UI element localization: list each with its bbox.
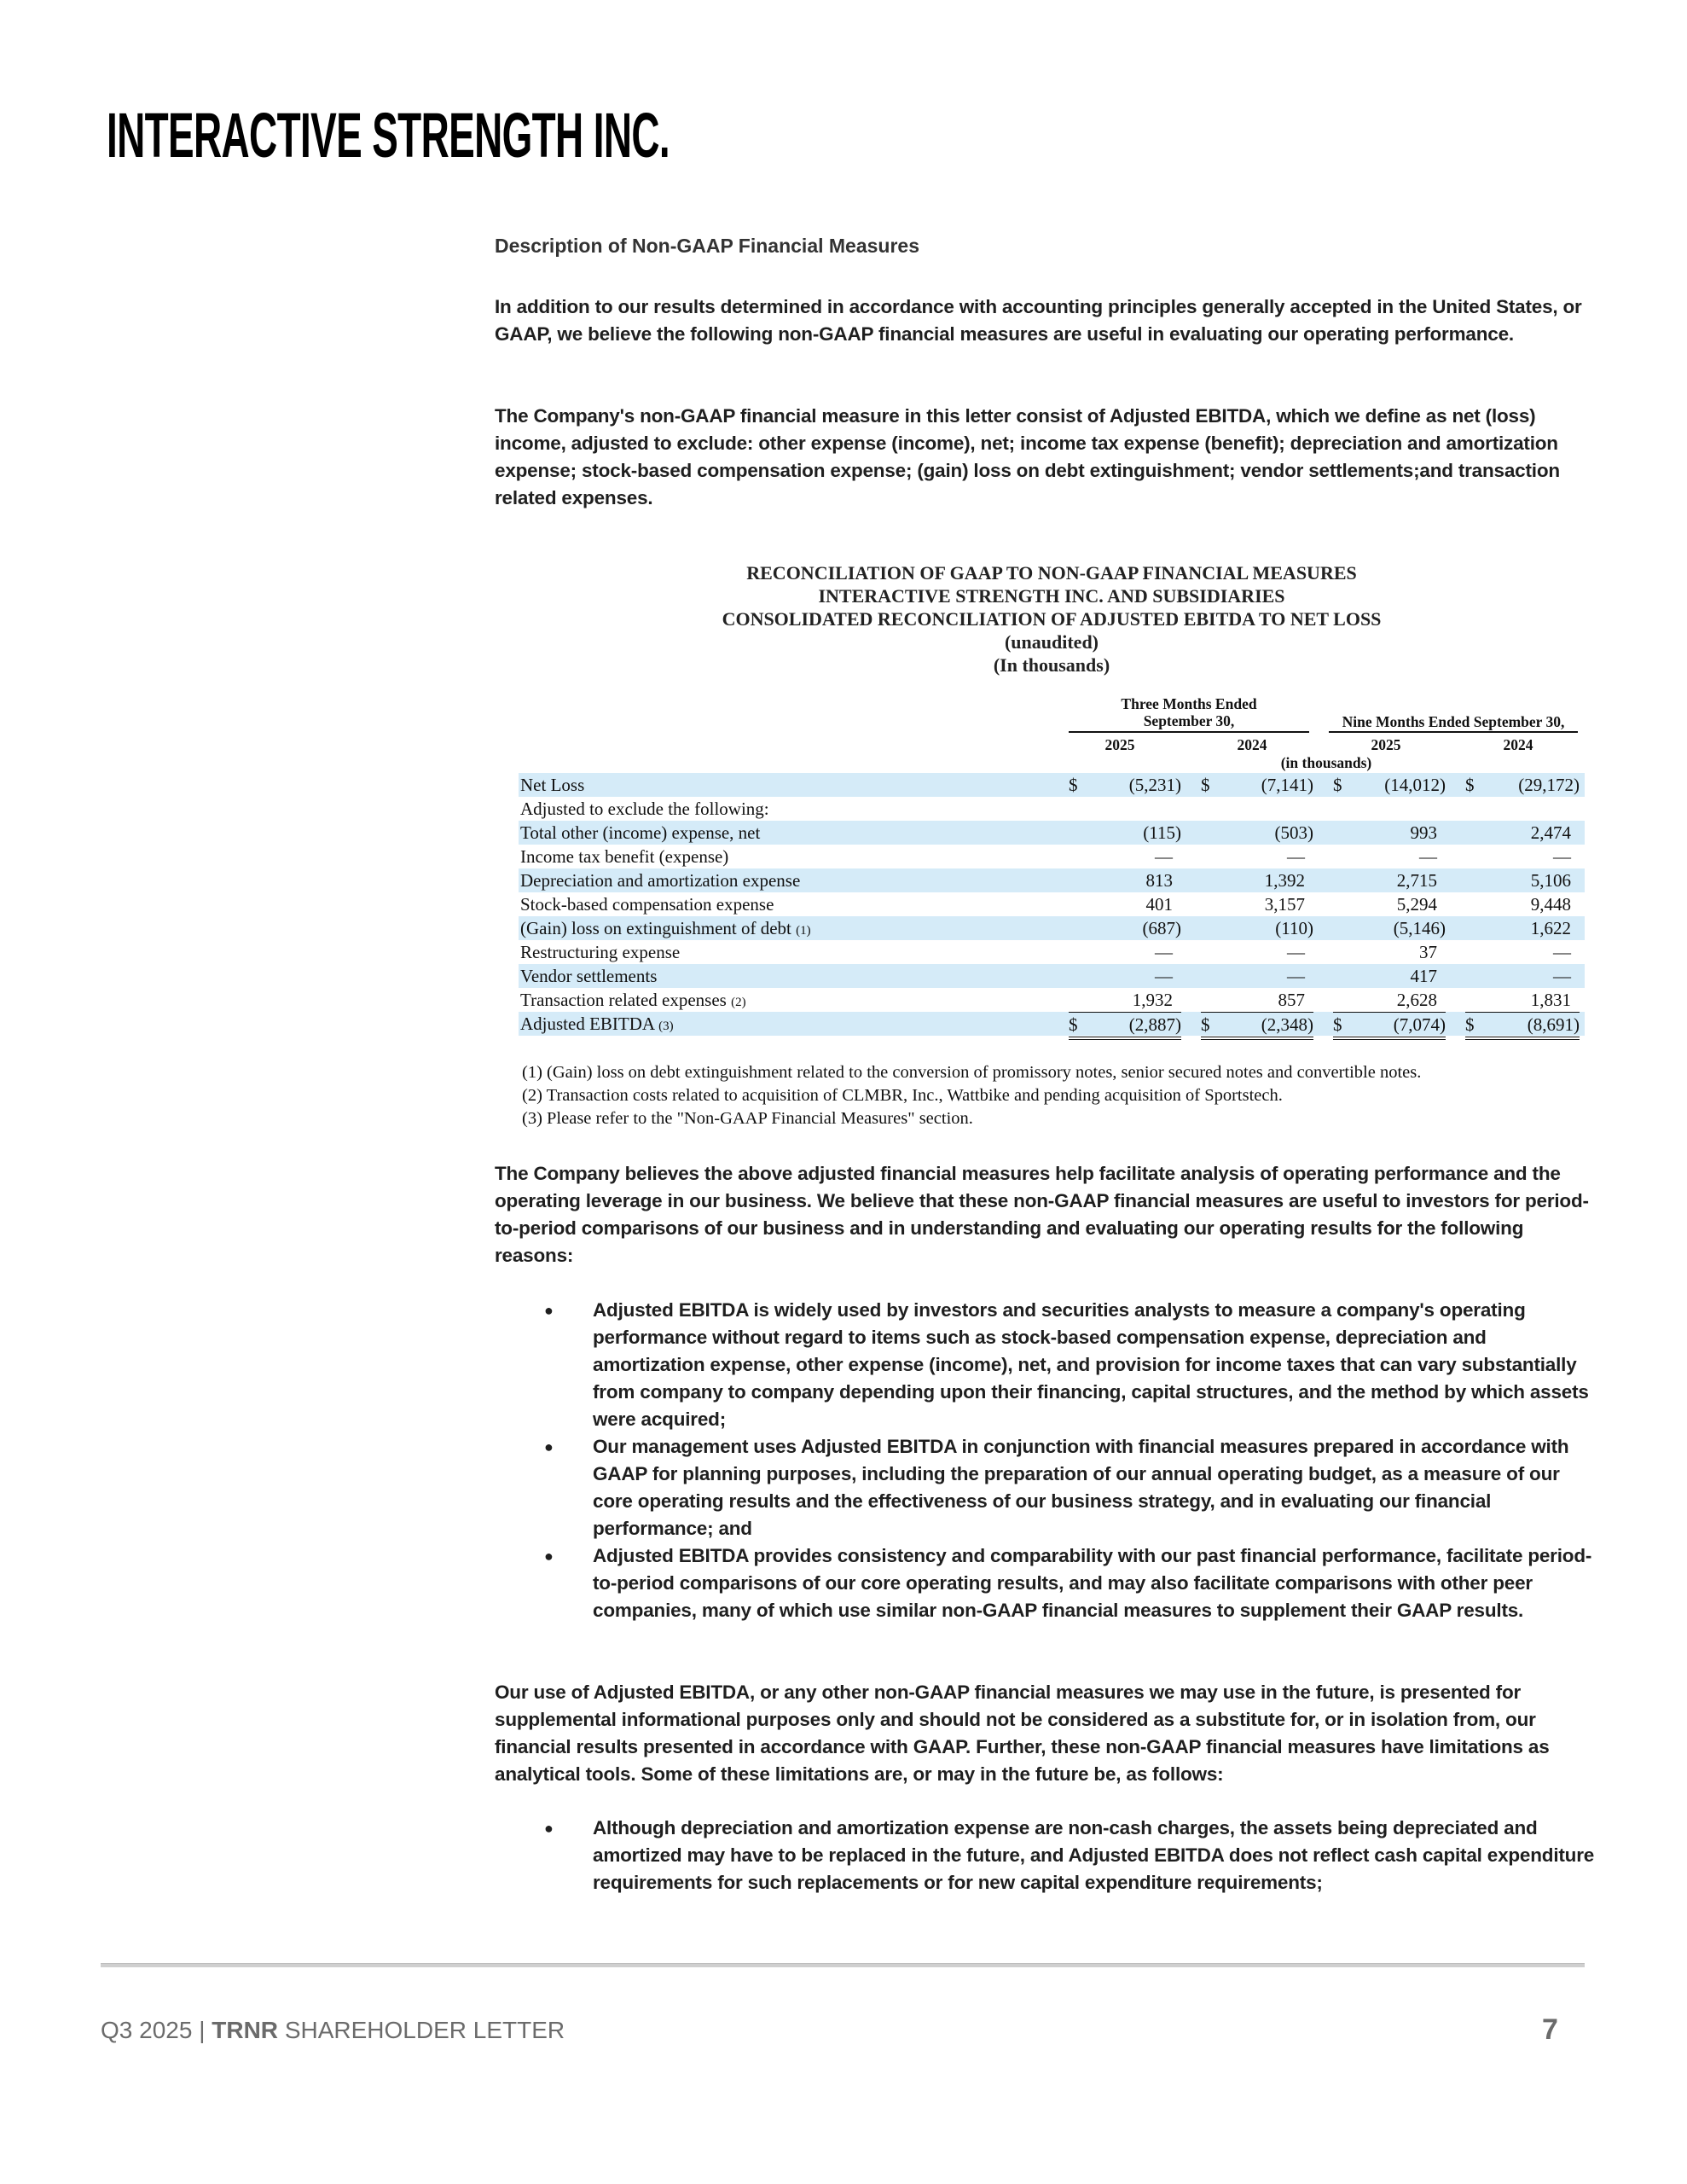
table-cell: [1333, 821, 1446, 845]
table-cell: [1069, 1012, 1181, 1040]
row-label: [520, 988, 746, 1014]
row-label: Restructuring expense: [520, 942, 681, 962]
cell-value: (7,141): [1261, 775, 1313, 795]
footer-doc-name: SHAREHOLDER LETTER: [284, 2017, 565, 2043]
bullet-icon: ●: [544, 1438, 554, 1455]
table-row: [519, 964, 1585, 988]
row-label: Net Loss: [520, 775, 585, 795]
table-footnotes: [522, 1061, 1421, 1130]
row-label: Vendor settlements: [520, 966, 658, 986]
reason-item: [495, 1433, 1603, 1542]
three-months-header-rule: [1069, 731, 1309, 733]
bullet-icon: ●: [544, 1820, 554, 1837]
year-header-q-2025: 2025: [1104, 736, 1135, 753]
table-cell: [1201, 892, 1313, 916]
cell-value: 1,831: [1530, 990, 1571, 1010]
table-subtitle-unaudited: (unaudited): [1004, 631, 1099, 653]
table-cell: [1333, 868, 1446, 892]
cell-value: 3,157: [1264, 894, 1305, 915]
table-cell: [1333, 892, 1446, 916]
cell-value: (2,887): [1128, 1014, 1181, 1035]
definition-paragraph: The Company's non-GAAP financial measure in this letter consist of Adjusted EBITDA, which we define as net (loss) income, adjusted to exclude: other expense (income), net; income tax expense (benefit); depreciation and amortization expense; stock-based compensation expense; (gain) loss on debt extinguishment; vendor settlements;and transaction related expenses.: [495, 405, 1560, 508]
currency-symbol: $: [1069, 775, 1078, 795]
cell-value: 5,294: [1396, 894, 1437, 915]
section-heading: Description of Non-GAAP Financial Measures: [495, 235, 920, 257]
reasons-intro-paragraph: The Company believes the above adjusted financial measures help facilitate analysis of operating performance and the operating leverage in our business. We believe that these non-GAAP financial measures are useful to investors for period-to-period comparisons of our business and in understanding and evaluating our operating results for the following reasons:: [495, 1163, 1589, 1266]
table-cell: [1069, 773, 1181, 797]
cell-value: —: [1553, 942, 1571, 962]
currency-symbol: $: [1333, 775, 1342, 795]
reason-item: [495, 1297, 1603, 1433]
table-cell: [1069, 868, 1181, 892]
table-cell: [1201, 916, 1313, 940]
reasons-list: [495, 1297, 1603, 1624]
table-cell: [1465, 845, 1580, 868]
reason-item: [495, 1542, 1603, 1624]
table-cell: [1201, 821, 1313, 845]
table-cell: [1201, 988, 1313, 1012]
row-label: Stock-based compensation expense: [520, 894, 774, 915]
table-cell: [1465, 940, 1580, 964]
table-cell: [1201, 964, 1313, 988]
cell-value: (115): [1143, 822, 1181, 843]
page-number: 7: [1542, 2013, 1558, 2046]
currency-symbol: $: [1201, 775, 1210, 795]
table-subtitle-units: (In thousands): [993, 654, 1110, 676]
table-cell: [1201, 1012, 1313, 1040]
cell-value: —: [1553, 846, 1571, 867]
row-footnote-ref: (3): [658, 1019, 674, 1033]
table-cell: [1201, 868, 1313, 892]
row-label-text: Transaction related expenses: [520, 990, 727, 1010]
cell-value: (687): [1142, 918, 1181, 938]
reason-text: Our management uses Adjusted EBITDA in conjunction with financial measures prepared in accordance with GAAP for planning purposes, including the preparation of our annual operating budget, as a measure of our core operating results and the effectiveness of our business strategy, and in evaluating our financial performance; and: [593, 1436, 1569, 1539]
cell-value: 1,392: [1264, 870, 1305, 891]
table-title: RECONCILIATION OF GAAP TO NON-GAAP FINANCIAL MEASURES: [746, 562, 1357, 584]
bullet-icon: ●: [544, 1548, 554, 1565]
row-label-text: (Gain) loss on extinguishment of debt: [520, 918, 791, 938]
table-cell: [1465, 821, 1580, 845]
cell-value: (5,146): [1393, 918, 1446, 938]
row-label: [520, 1012, 674, 1038]
cell-value: 9,448: [1530, 894, 1571, 915]
row-footnote-ref: (2): [731, 996, 746, 1009]
table-cell: [1201, 773, 1313, 797]
footer-divider: [101, 1963, 1585, 1967]
table-row: [519, 1012, 1585, 1036]
reason-text: Adjusted EBITDA is widely used by investors and securities analysts to measure a company's operating performance without regard to items such as stock-based compensation expense, depreciation and amortization expense, other expense (income), net, and provision for income taxes that can vary substantially from company to company depending upon their financing, capital structures, and the method by which assets were acquired;: [593, 1299, 1589, 1430]
table-cell: [1069, 821, 1181, 845]
table-row: [519, 845, 1585, 868]
table-cell: [1333, 1012, 1446, 1040]
table-cell: [1201, 845, 1313, 868]
footer-label: [101, 2017, 565, 2044]
cell-value: 401: [1145, 894, 1173, 915]
intro-paragraph: In addition to our results determined in accordance with accounting principles generally accepted in the United States, or GAAP, we believe the following non-GAAP financial measures are useful in evaluating our operating performance.: [495, 296, 1582, 345]
year-header-ytd-2025: 2025: [1371, 736, 1401, 753]
table-cell: [1465, 988, 1580, 1012]
cell-value: 2,474: [1530, 822, 1571, 843]
table-cell: [1069, 988, 1181, 1012]
cell-value: —: [1287, 966, 1305, 986]
table-cell: [1465, 868, 1580, 892]
cell-value: 857: [1278, 990, 1305, 1010]
table-cell: [1069, 845, 1181, 868]
limitations-intro-paragraph: Our use of Adjusted EBITDA, or any other non-GAAP financial measures we may use in the future, is presented for supplemental informational purposes only and should not be considered as a substitute for, or in isolation from, our financial results presented in accordance with GAAP. Further, these non-GAAP financial measures have limitations as analytical tools. Some of these limitations are, or may in the future be, as follows:: [495, 1682, 1550, 1785]
cell-value: —: [1155, 966, 1173, 986]
units-note: (in thousands): [1280, 754, 1372, 771]
cell-value: —: [1419, 846, 1437, 867]
cell-value: (503): [1274, 822, 1313, 843]
cell-value: (29,172): [1518, 775, 1580, 795]
row-label: Depreciation and amortization expense: [520, 870, 801, 891]
table-row: [519, 868, 1585, 892]
table-row: [519, 988, 1585, 1012]
footer-period: Q3 2025 |: [101, 2017, 206, 2043]
limitation-text: Although depreciation and amortization expense are non-cash charges, the assets being depreciated and amortized may have to be replaced in the future, and Adjusted EBITDA does not reflect cash capital expenditure requirements for such replacements or for new capital expenditure requirements;: [593, 1817, 1595, 1893]
cell-value: 2,628: [1396, 990, 1437, 1010]
section-heading-wrap: [495, 232, 1591, 259]
nine-months-header-rule: [1329, 731, 1578, 733]
year-header-q-2024: 2024: [1237, 736, 1267, 753]
cell-value: 993: [1410, 822, 1437, 843]
row-label-text: Adjusted EBITDA: [520, 1014, 654, 1034]
table-cell: [1465, 916, 1580, 940]
three-months-header-line2: September 30,: [1143, 712, 1235, 729]
limitation-item: [495, 1815, 1603, 1896]
reason-text: Adjusted EBITDA provides consistency and comparability with our past financial performance, facilitate period-to-period comparisons of our core operating results, and may also facilitate comparisons with other peer companies, many of which use similar non-GAAP financial measures to supplement their GAAP results.: [593, 1545, 1592, 1621]
currency-symbol: $: [1201, 1014, 1210, 1035]
table-row: [519, 797, 1585, 821]
cell-value: 813: [1145, 870, 1173, 891]
table-cell: [1333, 797, 1446, 821]
reconciliation-table: [519, 773, 1585, 1036]
table-cell: [1333, 773, 1446, 797]
row-label: [520, 916, 811, 943]
cell-value: 417: [1410, 966, 1437, 986]
currency-symbol: $: [1465, 1014, 1475, 1035]
row-label: Adjusted to exclude the following:: [520, 799, 769, 819]
cell-value: 37: [1419, 942, 1437, 962]
cell-value: (5,231): [1128, 775, 1181, 795]
footnote-1: (1) (Gain) loss on debt extinguishment related to the conversion of promissory notes, senior secured notes and convertible notes.: [522, 1063, 1422, 1082]
cell-value: —: [1553, 966, 1571, 986]
three-months-header-line1: Three Months Ended: [1121, 695, 1257, 712]
table-cell: [1333, 916, 1446, 940]
table-cell: [1465, 1012, 1580, 1040]
table-cell: [1465, 964, 1580, 988]
cell-value: (7,074): [1393, 1014, 1446, 1035]
table-cell: [1201, 940, 1313, 964]
cell-value: (8,691): [1527, 1014, 1580, 1035]
currency-symbol: $: [1333, 1014, 1342, 1035]
row-label: Income tax benefit (expense): [520, 846, 729, 867]
table-cell: [1069, 916, 1181, 940]
cell-value: 1,622: [1530, 918, 1571, 938]
table-cell: [1465, 773, 1580, 797]
cell-value: (2,348): [1261, 1014, 1313, 1035]
footer-ticker: TRNR: [212, 2017, 279, 2043]
year-header-ytd-2024: 2024: [1503, 736, 1533, 753]
cell-value: 2,715: [1396, 870, 1437, 891]
table-cell: [1333, 845, 1446, 868]
table-cell: [1201, 797, 1313, 821]
table-titles: [519, 561, 1585, 677]
table-row: [519, 773, 1585, 797]
limitations-list: [495, 1815, 1603, 1896]
cell-value: —: [1155, 942, 1173, 962]
table-cell: [1069, 940, 1181, 964]
footnote-3: (3) Please refer to the "Non-GAAP Financial Measures" section.: [522, 1109, 973, 1128]
table-cell: [1333, 988, 1446, 1012]
row-label: Total other (income) expense, net: [520, 822, 761, 843]
currency-symbol: $: [1069, 1014, 1078, 1035]
table-subtitle-company: INTERACTIVE STRENGTH INC. AND SUBSIDIARIES: [818, 585, 1285, 607]
table-row: [519, 916, 1585, 940]
cell-value: (14,012): [1384, 775, 1446, 795]
table-subtitle-statement: CONSOLIDATED RECONCILIATION OF ADJUSTED EBITDA TO NET LOSS: [722, 608, 1382, 630]
table-cell: [1465, 797, 1580, 821]
company-logo: INTERACTIVE STRENGTH INC.: [107, 100, 670, 171]
cell-value: —: [1287, 846, 1305, 867]
table-row: [519, 821, 1585, 845]
table-cell: [1333, 940, 1446, 964]
cell-value: —: [1287, 942, 1305, 962]
nine-months-header: Nine Months Ended September 30,: [1342, 713, 1565, 730]
cell-value: 1,932: [1132, 990, 1173, 1010]
footnote-2: (2) Transaction costs related to acquisition of CLMBR, Inc., Wattbike and pending acquisition of Sportstech.: [522, 1086, 1283, 1105]
table-row: [519, 940, 1585, 964]
table-cell: [1069, 892, 1181, 916]
cell-value: —: [1155, 846, 1173, 867]
table-cell: [1465, 892, 1580, 916]
table-cell: [1069, 964, 1181, 988]
table-row: [519, 892, 1585, 916]
table-cell: [1333, 964, 1446, 988]
row-footnote-ref: (1): [796, 924, 811, 938]
bullet-icon: ●: [544, 1302, 554, 1319]
three-months-header: [1069, 695, 1309, 729]
table-cell: [1069, 797, 1181, 821]
cell-value: 5,106: [1530, 870, 1571, 891]
cell-value: (110): [1275, 918, 1313, 938]
currency-symbol: $: [1465, 775, 1475, 795]
